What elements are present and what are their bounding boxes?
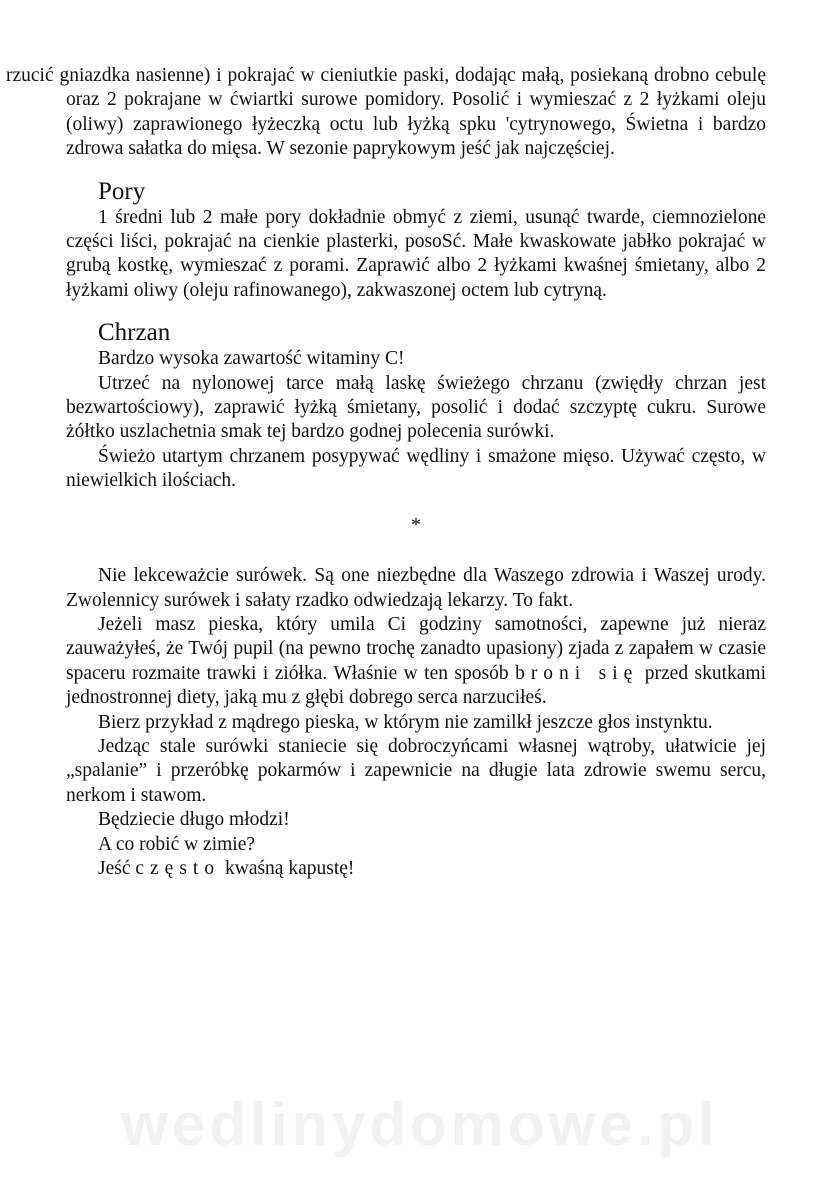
paragraph-closing-2 bbox=[66, 613, 766, 711]
paragraph-closing-5: Będziecie długo młodzi! bbox=[98, 809, 290, 831]
closing-2-after: przed skutkami jednostronnej diety, jaką mu z głębi dobrego serca narzuciłeś. bbox=[66, 662, 767, 709]
heading-chrzan: Chrzan bbox=[98, 319, 171, 347]
section-separator: * bbox=[411, 514, 421, 536]
paragraph-chrzan-1: Bardzo wysoka zawartość witaminy C! bbox=[98, 348, 405, 370]
paragraph-closing-4: Jedząc stale surówki staniecie się dobroczyńcami własnej wątroby, ułatwicie jej „spalanie” i przeróbkę pokarmów i zapewnicie na długie lata zdrowie swemu sercu, nerkom i stawom. bbox=[66, 735, 766, 806]
body-text bbox=[6, 64, 767, 881]
heading-pory: Pory bbox=[98, 177, 146, 205]
closing-2-before: Jeżeli masz pieska, który umila Ci godziny samotności, zapewne już nieraz zauważyłeś, że Twój pupil (na pewno trochę zanadto upasiony) zjada z zapałem w czasie spaceru rozmaite trawki i ziółka. Właśnie w ten sposób bbox=[66, 613, 766, 684]
paragraph-chrzan-2: Utrzeć na nylonowej tarce małą laskę świeżego chrzanu (zwiędły chrzan jest bezwartościowy), zaprawić łyżką śmietany, posolić i dodać szczyptę cukru. Surowe żółtko uszlachetnia smak tej bardzo godnej polecenia surówki. bbox=[66, 372, 766, 443]
paragraph-1 bbox=[6, 64, 766, 162]
paragraph-1-lead: rzucić gniazdka nasienne) i pokrajać w cieniutkie paski, dodając małą, posiekaną bbox=[6, 65, 649, 86]
paragraph-closing-7 bbox=[66, 857, 766, 881]
paragraph-pory: 1 średni lub 2 małe pory dokładnie obmyć z ziemi, usunąć twarde, ciemnozielone części liści, pokrajać na cienkie plasterki, posoSć. Małe kwaskowate jabłko pokrajać w grubą kostkę, wymieszać z porami. Zaprawić albo 2 łyżkami kwaśnej śmietany, albo 2 łyżkami oliwy (oleju rafinowanego), zakwaszonej octem lub cytryną. bbox=[66, 206, 766, 301]
watermark: wedlinydomowe.pl bbox=[121, 1091, 719, 1158]
closing-2-spaced: broni się bbox=[515, 662, 639, 684]
paragraph-1-rest: drobno cebulę oraz 2 pokrajane w ćwiartki surowe pomidory. Posolić i wymieszać z 2 łyżkami oleju (oliwy) zaprawionego łyżeczką octu lub łyżką spku 'cytrynowego, Świetna i bardzo zdrowa sałatka do mięsa. W sezonie paprykowym jeść jak najczęściej. bbox=[66, 65, 766, 160]
closing-7-before: Jeść bbox=[98, 857, 131, 879]
paragraph-closing-3: Bierz przykład z mądrego pieska, w którym nie zamilkł jeszcze głos instynktu. bbox=[98, 711, 713, 733]
paragraph-closing-6: A co robić w zimie? bbox=[98, 833, 256, 855]
closing-7-after: kwaśną kapustę! bbox=[224, 857, 355, 879]
paragraph-chrzan-3: Świeżo utartym chrzanem posypywać wędliny i smażone mięso. Używać często, w niewielkich ilościach. bbox=[66, 445, 766, 492]
closing-7-spaced: często bbox=[135, 857, 221, 879]
paragraph-closing-1: Nie lekceważcie surówek. Są one niezbędne dla Waszego zdrowia i Waszej urody. Zwolennicy surówek i sałaty rzadko odwiedzają lekarzy. To fakt. bbox=[66, 565, 766, 611]
